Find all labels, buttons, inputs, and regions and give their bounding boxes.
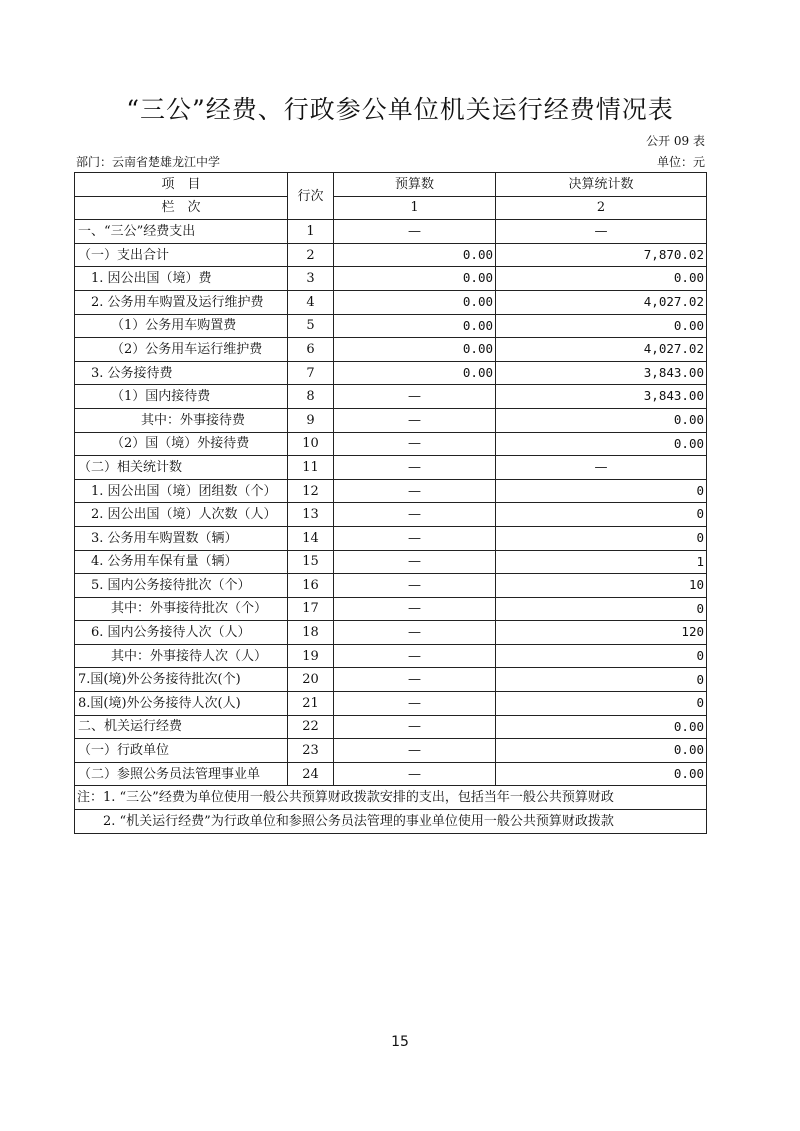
table-row xyxy=(75,597,707,621)
final-cell: 0 xyxy=(496,668,707,692)
item-cell: 一、“三公”经费支出 xyxy=(75,220,288,244)
item-cell: 2. 因公出国（境）人次数（人） xyxy=(75,503,288,527)
line-no-cell: 18 xyxy=(288,621,334,645)
budget-cell: — xyxy=(334,456,496,480)
item-cell: 1. 因公出国（境）费 xyxy=(75,267,288,291)
line-no-cell: 19 xyxy=(288,644,334,668)
line-no-cell: 4 xyxy=(288,290,334,314)
note-text: 注：1. “三公”经费为单位使用一般公共预算财政拨款安排的支出，包括当年一般公共预算财政 xyxy=(75,786,707,810)
header-item-sub: 栏 次 xyxy=(75,196,288,220)
final-cell: 3,843.00 xyxy=(496,361,707,385)
table-row xyxy=(75,621,707,645)
form-code: 公开 09 表 xyxy=(646,134,705,148)
report-title: “三公”经费、行政参公单位机关运行经费情况表 xyxy=(126,95,674,124)
line-no-cell: 7 xyxy=(288,361,334,385)
budget-cell: — xyxy=(334,644,496,668)
item-cell: 5. 国内公务接待批次（个） xyxy=(75,574,288,598)
line-no-cell: 5 xyxy=(288,314,334,338)
header-final: 决算统计数 xyxy=(496,173,707,197)
table-row xyxy=(75,338,707,362)
note-row xyxy=(75,810,707,834)
budget-cell: — xyxy=(334,503,496,527)
line-no-cell: 12 xyxy=(288,479,334,503)
item-cell: （2）公务用车运行维护费 xyxy=(75,338,288,362)
item-cell: （二）相关统计数 xyxy=(75,456,288,480)
header-item: 项 目 xyxy=(75,173,288,197)
line-no-cell: 3 xyxy=(288,267,334,291)
header-budget-sub: 1 xyxy=(334,196,496,220)
table-row xyxy=(75,408,707,432)
item-cell: 4. 公务用车保有量（辆） xyxy=(75,550,288,574)
line-no-cell: 9 xyxy=(288,408,334,432)
final-cell: — xyxy=(496,456,707,480)
final-cell: 0 xyxy=(496,597,707,621)
final-cell: 3,843.00 xyxy=(496,385,707,409)
table-row xyxy=(75,220,707,244)
final-cell: 0.00 xyxy=(496,408,707,432)
budget-cell: — xyxy=(334,479,496,503)
final-cell: 0.00 xyxy=(496,739,707,763)
line-no-cell: 10 xyxy=(288,432,334,456)
line-no-cell: 23 xyxy=(288,739,334,763)
item-cell: 二、机关运行经费 xyxy=(75,715,288,739)
item-cell: 其中：外事接待人次（人） xyxy=(75,644,288,668)
table-row xyxy=(75,385,707,409)
table-row xyxy=(75,267,707,291)
final-cell: 0.00 xyxy=(496,314,707,338)
item-cell: （1）国内接待费 xyxy=(75,385,288,409)
budget-cell: 0.00 xyxy=(334,290,496,314)
table-row xyxy=(75,644,707,668)
budget-cell: — xyxy=(334,762,496,786)
item-cell: 3. 公务接待费 xyxy=(75,361,288,385)
budget-cell: — xyxy=(334,597,496,621)
table-row xyxy=(75,432,707,456)
final-cell: 0.00 xyxy=(496,762,707,786)
item-cell: 7.国(境)外公务接待批次(个) xyxy=(75,668,288,692)
item-cell: 6. 国内公务接待人次（人） xyxy=(75,621,288,645)
line-no-cell: 6 xyxy=(288,338,334,362)
final-cell: 0 xyxy=(496,644,707,668)
table-row xyxy=(75,668,707,692)
line-no-cell: 11 xyxy=(288,456,334,480)
header-sub-row xyxy=(75,196,707,220)
budget-cell: 0.00 xyxy=(334,338,496,362)
table-row xyxy=(75,574,707,598)
budget-cell: — xyxy=(334,220,496,244)
note-row xyxy=(75,786,707,810)
budget-cell: — xyxy=(334,668,496,692)
final-cell: 4,027.02 xyxy=(496,338,707,362)
final-cell: 0 xyxy=(496,526,707,550)
table-row xyxy=(75,762,707,786)
header-final-sub: 2 xyxy=(496,196,707,220)
budget-cell: — xyxy=(334,385,496,409)
table-row xyxy=(75,456,707,480)
table-row xyxy=(75,290,707,314)
final-cell: 0.00 xyxy=(496,432,707,456)
item-cell: 其中：外事接待批次（个） xyxy=(75,597,288,621)
item-cell: （一）行政单位 xyxy=(75,739,288,763)
table-row xyxy=(75,526,707,550)
line-no-cell: 1 xyxy=(288,220,334,244)
budget-cell: — xyxy=(334,550,496,574)
final-cell: 10 xyxy=(496,574,707,598)
table-row xyxy=(75,243,707,267)
table-row xyxy=(75,550,707,574)
budget-cell: 0.00 xyxy=(334,267,496,291)
item-cell: 3. 公务用车购置数（辆） xyxy=(75,526,288,550)
budget-cell: — xyxy=(334,621,496,645)
final-cell: 0 xyxy=(496,503,707,527)
page-number: 15 xyxy=(391,1034,409,1050)
table-row xyxy=(75,503,707,527)
budget-cell: — xyxy=(334,408,496,432)
item-cell: 1. 因公出国（境）团组数（个） xyxy=(75,479,288,503)
final-cell: 1 xyxy=(496,550,707,574)
table-row xyxy=(75,361,707,385)
item-cell: 其中：外事接待费 xyxy=(75,408,288,432)
budget-cell: — xyxy=(334,715,496,739)
final-cell: 0.00 xyxy=(496,715,707,739)
header-budget: 预算数 xyxy=(334,173,496,197)
line-no-cell: 13 xyxy=(288,503,334,527)
final-cell: 0 xyxy=(496,479,707,503)
header-line-no: 行次 xyxy=(288,173,334,220)
line-no-cell: 8 xyxy=(288,385,334,409)
header-row xyxy=(75,173,707,197)
budget-cell: — xyxy=(334,526,496,550)
final-cell: 120 xyxy=(496,621,707,645)
table-row xyxy=(75,739,707,763)
expense-table xyxy=(74,172,707,834)
final-cell: 4,027.02 xyxy=(496,290,707,314)
line-no-cell: 21 xyxy=(288,692,334,716)
note-text: 2. “机关运行经费”为行政单位和参照公务员法管理的事业单位使用一般公共预算财政拨款 xyxy=(75,810,707,834)
line-no-cell: 20 xyxy=(288,668,334,692)
line-no-cell: 15 xyxy=(288,550,334,574)
line-no-cell: 14 xyxy=(288,526,334,550)
budget-cell: — xyxy=(334,692,496,716)
line-no-cell: 17 xyxy=(288,597,334,621)
item-cell: （1）公务用车购置费 xyxy=(75,314,288,338)
final-cell: — xyxy=(496,220,707,244)
final-cell: 7,870.02 xyxy=(496,243,707,267)
item-cell: （二）参照公务员法管理事业单 xyxy=(75,762,288,786)
item-cell: （一）支出合计 xyxy=(75,243,288,267)
table-row xyxy=(75,479,707,503)
line-no-cell: 22 xyxy=(288,715,334,739)
budget-cell: 0.00 xyxy=(334,314,496,338)
table-row xyxy=(75,314,707,338)
table-row xyxy=(75,715,707,739)
table-row xyxy=(75,692,707,716)
budget-cell: 0.00 xyxy=(334,361,496,385)
line-no-cell: 2 xyxy=(288,243,334,267)
final-cell: 0 xyxy=(496,692,707,716)
budget-cell: — xyxy=(334,574,496,598)
line-no-cell: 16 xyxy=(288,574,334,598)
budget-cell: — xyxy=(334,739,496,763)
final-cell: 0.00 xyxy=(496,267,707,291)
item-cell: （2）国（境）外接待费 xyxy=(75,432,288,456)
department-label: 部门：云南省楚雄龙江中学 xyxy=(76,155,221,169)
unit-label: 单位：元 xyxy=(656,155,705,169)
item-cell: 8.国(境)外公务接待人次(人) xyxy=(75,692,288,716)
item-cell: 2. 公务用车购置及运行维护费 xyxy=(75,290,288,314)
line-no-cell: 24 xyxy=(288,762,334,786)
budget-cell: 0.00 xyxy=(334,243,496,267)
budget-cell: — xyxy=(334,432,496,456)
